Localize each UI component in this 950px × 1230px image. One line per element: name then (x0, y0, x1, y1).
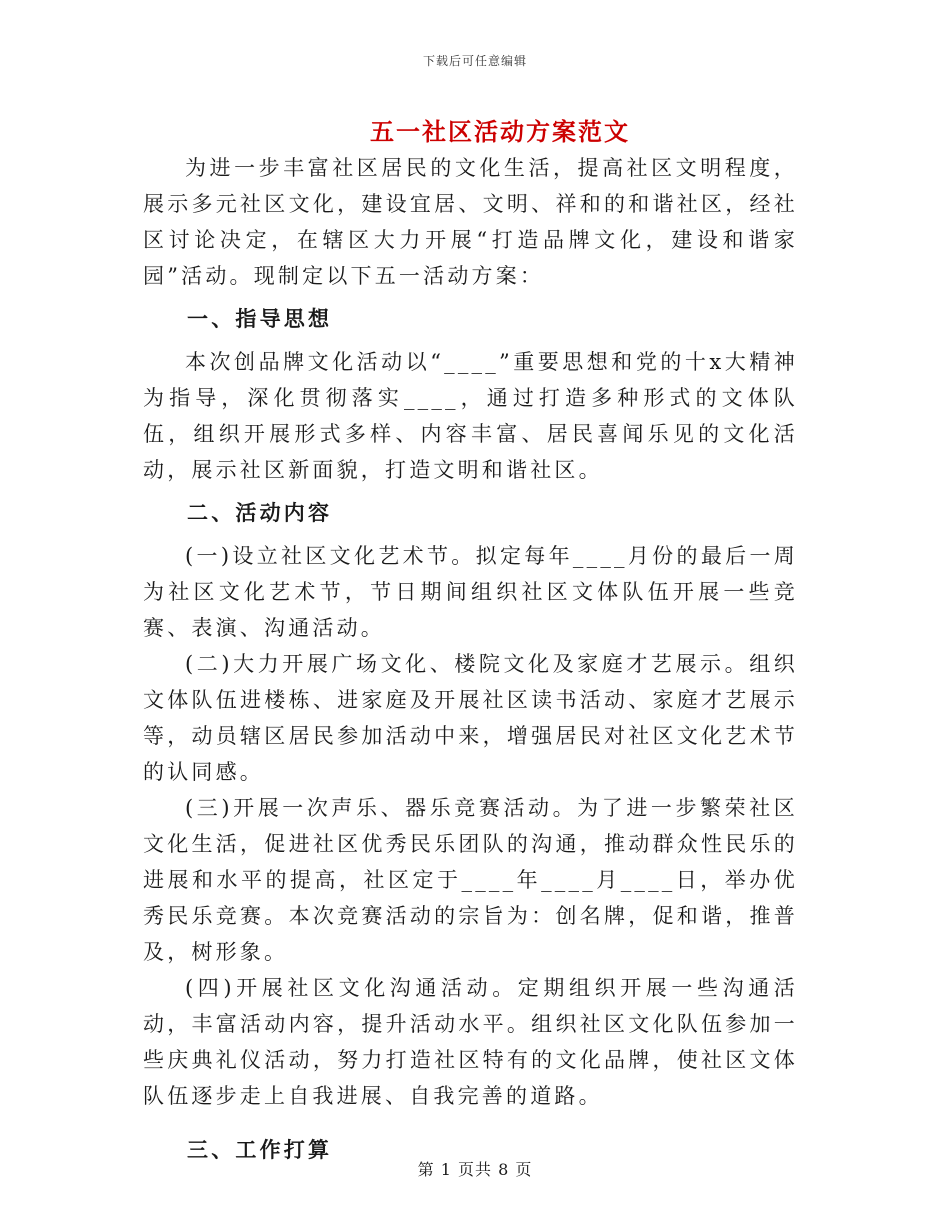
section-heading-activity-content: 二、活动内容 (187, 500, 333, 525)
activity-item-4-paragraph: (四)开展社区文化沟通活动。定期组织开展一些沟通活动，丰富活动内容，提升活动水平。组织社区文化队伍参加一些庆典礼仪活动，努力打造社区特有的文化品牌，使社区文体队伍逐步走上自我进展、自我完善的道路。 (143, 976, 798, 1108)
page-header-note: 下载后可任意编辑 (422, 54, 527, 68)
intro-paragraph: 为进一步丰富社区居民的文化生活，提高社区文明程度，展示多元社区文化，建设宜居、文明、祥和的和谐社区，经社区讨论决定，在辖区大力开展“打造品牌文化，建设和谐家园”活动。现制定以下五一活动方案： (143, 156, 798, 288)
document-body (143, 150, 798, 1175)
section-heading-guiding-ideology: 一、指导思想 (187, 306, 333, 331)
activity-item-2-paragraph: (二)大力开展广场文化、楼院文化及家庭才艺展示。组织文体队伍进楼栋、进家庭及开展社区读书活动、家庭才艺展示等，动员辖区居民参加活动中来，增强居民对社区文化艺术节的认同感。 (143, 652, 798, 784)
page-number-footer: 第 1 页共 8 页 (417, 1160, 533, 1179)
activity-item-1-paragraph: (一)设立社区文化艺术节。拟定每年____月份的最后一周为社区文化艺术节，节日期间组织社区文体队伍开展一些竞赛、表演、沟通活动。 (143, 544, 798, 640)
guiding-ideology-paragraph: 本次创品牌文化活动以“____”重要思想和党的十x大精神为指导，深化贯彻落实____，通过打造多种形式的文体队伍，组织开展形式多样、内容丰富、居民喜闻乐见的文化活动，展示社区新面貌，打造文明和谐社区。 (143, 350, 798, 482)
activity-item-3-paragraph: (三)开展一次声乐、器乐竞赛活动。为了进一步繁荣社区文化生活，促进社区优秀民乐团队的沟通，推动群众性民乐的进展和水平的提高，社区定于____年____月____日，举办优秀民乐竞赛。本次竞赛活动的宗旨为：创名牌，促和谐，推普及，树形象。 (143, 796, 798, 964)
document-title: 五一社区活动方案范文 (370, 117, 630, 146)
section-heading-work-plan: 三、工作打算 (187, 1137, 333, 1162)
